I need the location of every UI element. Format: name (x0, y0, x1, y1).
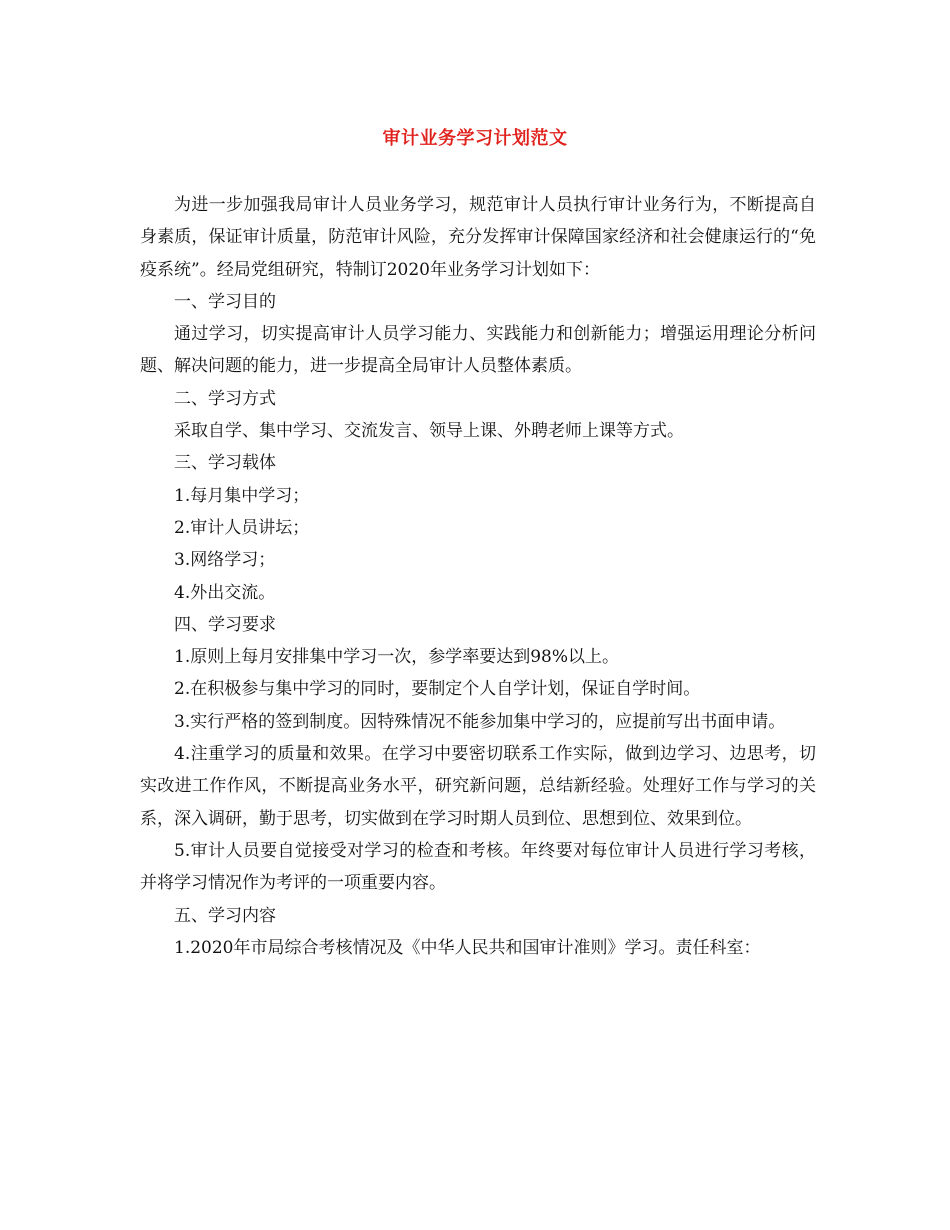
section-heading-purpose: 一、学习目的 (174, 291, 276, 312)
requirement-item-4: 4.注重学习的质量和效果。在学习中要密切联系工作实际，做到边学习、边思考，切实改进工作作风，不断提高业务水平，研究新问题，总结新经验。处理好工作与学习的关系，深入调研，勤于思考，切实做到在学习时期人员到位、思想到位、效果到位。 (140, 744, 816, 829)
intro-paragraph: 为进一步加强我局审计人员业务学习，规范审计人员执行审计业务行为，不断提高自身素质，保证审计质量，防范审计风险，充分发挥审计保障国家经济和社会健康运行的“免疫系统”。经局党组研究，特制订2020年业务学习计划如下： (140, 195, 816, 280)
content-item-1: 1.2020年市局综合考核情况及《中华人民共和国审计准则》学习。责任科室： (174, 937, 761, 958)
section-heading-method: 二、学习方式 (174, 388, 276, 409)
purpose-paragraph: 通过学习，切实提高审计人员学习能力、实践能力和创新能力；增强运用理论分析问题、解决问题的能力，进一步提高全局审计人员整体素质。 (140, 324, 816, 377)
document-title: 审计业务学习计划范文 (382, 128, 568, 149)
section-heading-carrier: 三、学习载体 (174, 453, 276, 474)
carrier-item-4: 4.外出交流。 (174, 582, 276, 603)
carrier-item-1: 1.每月集中学习； (174, 485, 310, 506)
method-paragraph: 采取自学、集中学习、交流发言、领导上课、外聘老师上课等方式。 (174, 421, 684, 442)
section-heading-content: 五、学习内容 (174, 905, 276, 926)
carrier-item-2: 2.审计人员讲坛； (174, 517, 310, 538)
section-heading-requirements: 四、学习要求 (174, 614, 276, 635)
carrier-item-3: 3.网络学习； (174, 550, 276, 571)
requirement-item-5: 5.审计人员要自觉接受对学习的检查和考核。年终要对每位审计人员进行学习考核，并将学习情况作为考评的一项重要内容。 (140, 840, 816, 894)
requirement-item-3: 3.实行严格的签到制度。因特殊情况不能参加集中学习的，应提前写出书面申请。 (174, 711, 786, 732)
requirement-item-1: 1.原则上每月安排集中学习一次，参学率要达到98%以上。 (174, 647, 620, 668)
document-body (140, 189, 816, 964)
requirement-item-2: 2.在积极参与集中学习的同时，要制定个人自学计划，保证自学时间。 (174, 679, 701, 700)
